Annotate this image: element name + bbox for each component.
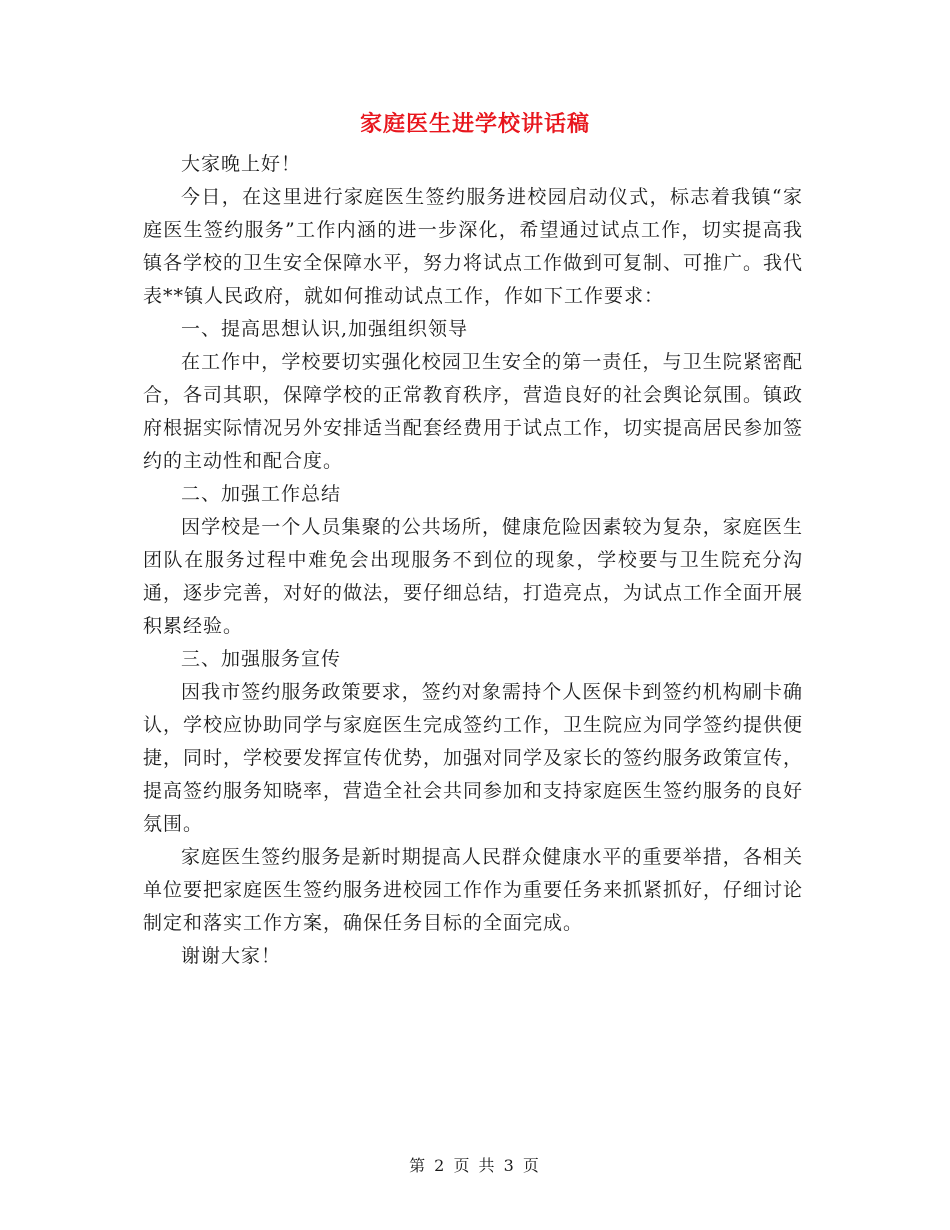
document-title: 家庭医生进学校讲话稿 [359, 111, 590, 137]
section-heading-3: 三、加强服务宣传 [181, 648, 342, 670]
paragraph-greeting: 大家晚上好！ [181, 153, 302, 175]
document-body [143, 148, 803, 973]
paragraph-thanks: 谢谢大家！ [181, 945, 282, 967]
paragraph-intro: 今日，在这里进行家庭医生签约服务进校园启动仪式，标志着我镇“家庭医生签约服务”工作内涵的进一步深化，希望通过试点工作，切实提高我镇各学校的卫生安全保障水平，努力将试点工作做到可复制、可推广。我代表**镇人民政府，就如何推动试点工作，作如下工作要求： [143, 186, 804, 307]
paragraph-conclusion: 家庭医生签约服务是新时期提高人民群众健康水平的重要举措，各相关单位要把家庭医生签约服务进校园工作作为重要任务来抓紧抓好，仔细讨论制定和落实工作方案，确保任务目标的全面完成。 [143, 846, 804, 934]
paragraph-section-3: 因我市签约服务政策要求，签约对象需持个人医保卡到签约机构刷卡确认，学校应协助同学与家庭医生完成签约工作，卫生院应为同学签约提供便捷，同时，学校要发挥宣传优势，加强对同学及家长的签约服务政策宣传，提高签约服务知晓率，营造全社会共同参加和支持家庭医生签约服务的良好氛围。 [143, 681, 804, 835]
paragraph-section-2: 因学校是一个人员集聚的公共场所，健康危险因素较为复杂，家庭医生团队在服务过程中难免会出现服务不到位的现象，学校要与卫生院充分沟通，逐步完善，对好的做法，要仔细总结，打造亮点，为试点工作全面开展积累经验。 [143, 516, 804, 637]
section-heading-1: 一、提高思想认识,加强组织领导 [181, 318, 469, 340]
paragraph-section-1: 在工作中，学校要切实强化校园卫生安全的第一责任，与卫生院紧密配合，各司其职，保障学校的正常教育秩序，营造良好的社会舆论氛围。镇政府根据实际情况另外安排适当配套经费用于试点工作，切实提高居民参加签约的主动性和配合度。 [143, 351, 804, 472]
section-heading-2: 二、加强工作总结 [181, 483, 342, 505]
page-footer: 第 2 页 共 3 页 [409, 1156, 541, 1175]
